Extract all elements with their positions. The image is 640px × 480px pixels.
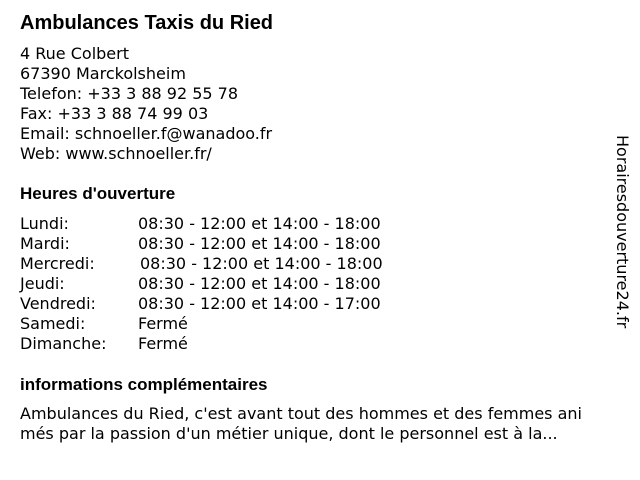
watermark-text: Horairesdouverture24.fr bbox=[613, 135, 632, 329]
description-text bbox=[20, 404, 630, 444]
day-label: Jeudi: bbox=[20, 274, 65, 293]
site-watermark bbox=[612, 135, 632, 375]
day-label: Dimanche: bbox=[20, 334, 107, 353]
contact-block bbox=[20, 44, 272, 164]
day-label: Vendredi: bbox=[20, 294, 96, 313]
day-label: Mercredi: bbox=[20, 254, 95, 273]
day-label: Samedi: bbox=[20, 314, 86, 333]
business-name: Ambulances Taxis du Ried bbox=[20, 12, 274, 34]
hours-value: 08:30 - 12:00 et 14:00 - 18:00 bbox=[140, 254, 383, 273]
hours-value: 08:30 - 12:00 et 14:00 - 18:00 bbox=[138, 274, 381, 293]
hours-value: 08:30 - 12:00 et 14:00 - 18:00 bbox=[138, 214, 381, 233]
hours-value: Fermé bbox=[138, 334, 188, 353]
hours-value: 08:30 - 12:00 et 14:00 - 17:00 bbox=[138, 294, 381, 313]
hours-value: 08:30 - 12:00 et 14:00 - 18:00 bbox=[138, 234, 381, 253]
day-label: Mardi: bbox=[20, 234, 70, 253]
description-line: més par la passion d'un métier unique, dont le personnel est à la... bbox=[20, 424, 558, 443]
phone-number: Telefon: +33 3 88 92 55 78 bbox=[20, 84, 239, 103]
address-street: 4 Rue Colbert bbox=[20, 44, 129, 63]
email-address: Email: schnoeller.f@wanadoo.fr bbox=[20, 124, 273, 143]
additional-info-heading: informations complémentaires bbox=[20, 375, 268, 394]
day-label: Lundi: bbox=[20, 214, 69, 233]
website-address: Web: www.schnoeller.fr/ bbox=[20, 144, 212, 163]
fax-number: Fax: +33 3 88 74 99 03 bbox=[20, 104, 209, 123]
opening-hours-heading: Heures d'ouverture bbox=[20, 184, 176, 203]
address-city: 67390 Marckolsheim bbox=[20, 64, 186, 83]
hours-value: Fermé bbox=[138, 314, 188, 333]
description-line: Ambulances du Ried, c'est avant tout des hommes et des femmes ani bbox=[20, 404, 582, 423]
